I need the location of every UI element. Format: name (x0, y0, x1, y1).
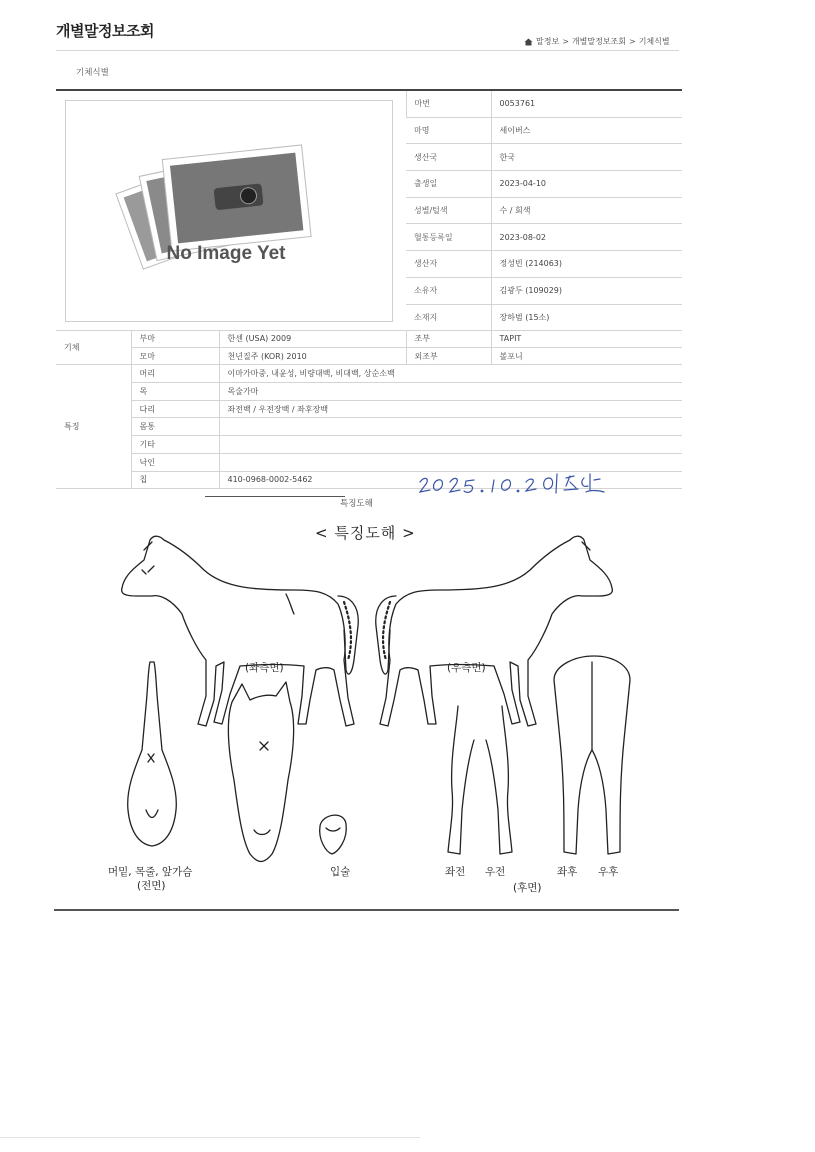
horse-front-legs-drawing (448, 706, 512, 854)
divider (54, 909, 679, 911)
feature-group-label: 특징 (56, 365, 131, 489)
info-label: 소유자 (406, 277, 491, 304)
horse-lip-drawing (320, 815, 347, 854)
divider (205, 496, 345, 497)
info-value: 세이버스 (491, 117, 682, 144)
feature-value: 목술가마 (219, 383, 682, 401)
feature-row (56, 365, 682, 383)
info-value: 한국 (491, 144, 682, 171)
pedigree-label: 모마 (131, 347, 219, 365)
horse-front-neck-drawing (128, 662, 177, 846)
info-label: 성별/털색 (406, 197, 491, 224)
info-label: 생산자 (406, 251, 491, 278)
feature-value (219, 436, 682, 454)
pedigree-label: 외조부 (406, 347, 491, 365)
label-front-parts: 머밑, 목줄, 앞가슴 (108, 866, 193, 878)
label-rear: (후면) (513, 882, 542, 894)
feature-label: 목 (131, 383, 219, 401)
pedigree-value: 볼포니 (491, 347, 682, 365)
info-value: 2023-08-02 (491, 224, 682, 251)
handwritten-signature (414, 468, 614, 502)
pedigree-value: TAPIT (491, 330, 682, 347)
horse-head-front-drawing (228, 682, 293, 862)
info-label: 마번 (406, 91, 491, 117)
breadcrumb-item[interactable]: 기체식별 (638, 37, 670, 46)
feature-value (219, 418, 682, 436)
feature-value: 좌전백 / 우전장백 / 좌후장백 (219, 400, 682, 418)
tab-identification[interactable]: 기체식별 (76, 68, 109, 78)
pedigree-group-label: 기체 (56, 330, 131, 365)
diagram-title: < 특징도해 > (315, 524, 416, 542)
feature-row (56, 383, 682, 401)
info-value: 정성빈 (214063) (491, 251, 682, 278)
label-left-side: (좌측면) (245, 662, 284, 674)
feature-value: 410-0968-0002-5462 (219, 471, 682, 489)
label-left-hind: 좌후 (557, 866, 578, 878)
info-label: 소재지 (406, 304, 491, 331)
photo-cell (56, 91, 406, 331)
info-value: 2023-04-10 (491, 171, 682, 198)
breadcrumb-separator: > (562, 37, 569, 46)
label-right-hind: 우후 (598, 866, 619, 878)
pedigree-value: 천년질주 (KOR) 2010 (219, 347, 406, 365)
breadcrumb-separator: > (629, 37, 636, 46)
pedigree-feature-table (56, 330, 682, 489)
breadcrumb (524, 36, 670, 47)
feature-label: 다리 (131, 400, 219, 418)
label-left-fore: 좌전 (445, 866, 466, 878)
info-row (56, 91, 682, 117)
info-label: 생산국 (406, 144, 491, 171)
horse-right-side-drawing (376, 536, 613, 726)
home-icon[interactable] (524, 38, 533, 46)
feature-label: 칩 (131, 471, 219, 489)
diagram-caption: 특징도해 (340, 499, 373, 509)
horse-info-table (56, 91, 682, 331)
feature-row (56, 436, 682, 454)
no-image-text: No Image Yet (166, 242, 286, 264)
pedigree-value: 한센 (USA) 2009 (219, 330, 406, 347)
divider (56, 50, 679, 51)
photo-stack-icon (66, 101, 392, 321)
info-label: 혈통등록일 (406, 224, 491, 251)
info-label: 마명 (406, 117, 491, 144)
pedigree-label: 조부 (406, 330, 491, 347)
pedigree-row (56, 330, 682, 347)
info-value: 장하범 (15소) (491, 304, 682, 331)
feature-row (56, 418, 682, 436)
label-right-fore: 우전 (485, 866, 506, 878)
horse-photo-placeholder (65, 100, 393, 322)
feature-label: 몸통 (131, 418, 219, 436)
feature-label: 머리 (131, 365, 219, 383)
divider (0, 1137, 420, 1138)
info-value: 0053761 (491, 91, 682, 117)
label-right-side: (우측면) (447, 662, 486, 674)
feature-value: 이마가마중, 내윤성, 비량대백, 비대백, 상순소백 (219, 365, 682, 383)
horse-markings-diagram (54, 510, 680, 910)
horse-rear-drawing (554, 656, 630, 854)
pedigree-row (56, 347, 682, 365)
feature-label: 낙인 (131, 453, 219, 471)
feature-label: 기타 (131, 436, 219, 454)
feature-row (56, 400, 682, 418)
breadcrumb-item[interactable]: 말정보 (536, 37, 560, 46)
label-front: (전면) (137, 880, 166, 892)
info-label: 출생일 (406, 171, 491, 198)
pedigree-label: 부마 (131, 330, 219, 347)
label-lip: 입술 (330, 866, 351, 878)
breadcrumb-item[interactable]: 개별말정보조회 (571, 37, 626, 46)
info-value: 김광두 (109029) (491, 277, 682, 304)
info-value: 수 / 회색 (491, 197, 682, 224)
page-title: 개별말정보조회 (56, 22, 154, 40)
